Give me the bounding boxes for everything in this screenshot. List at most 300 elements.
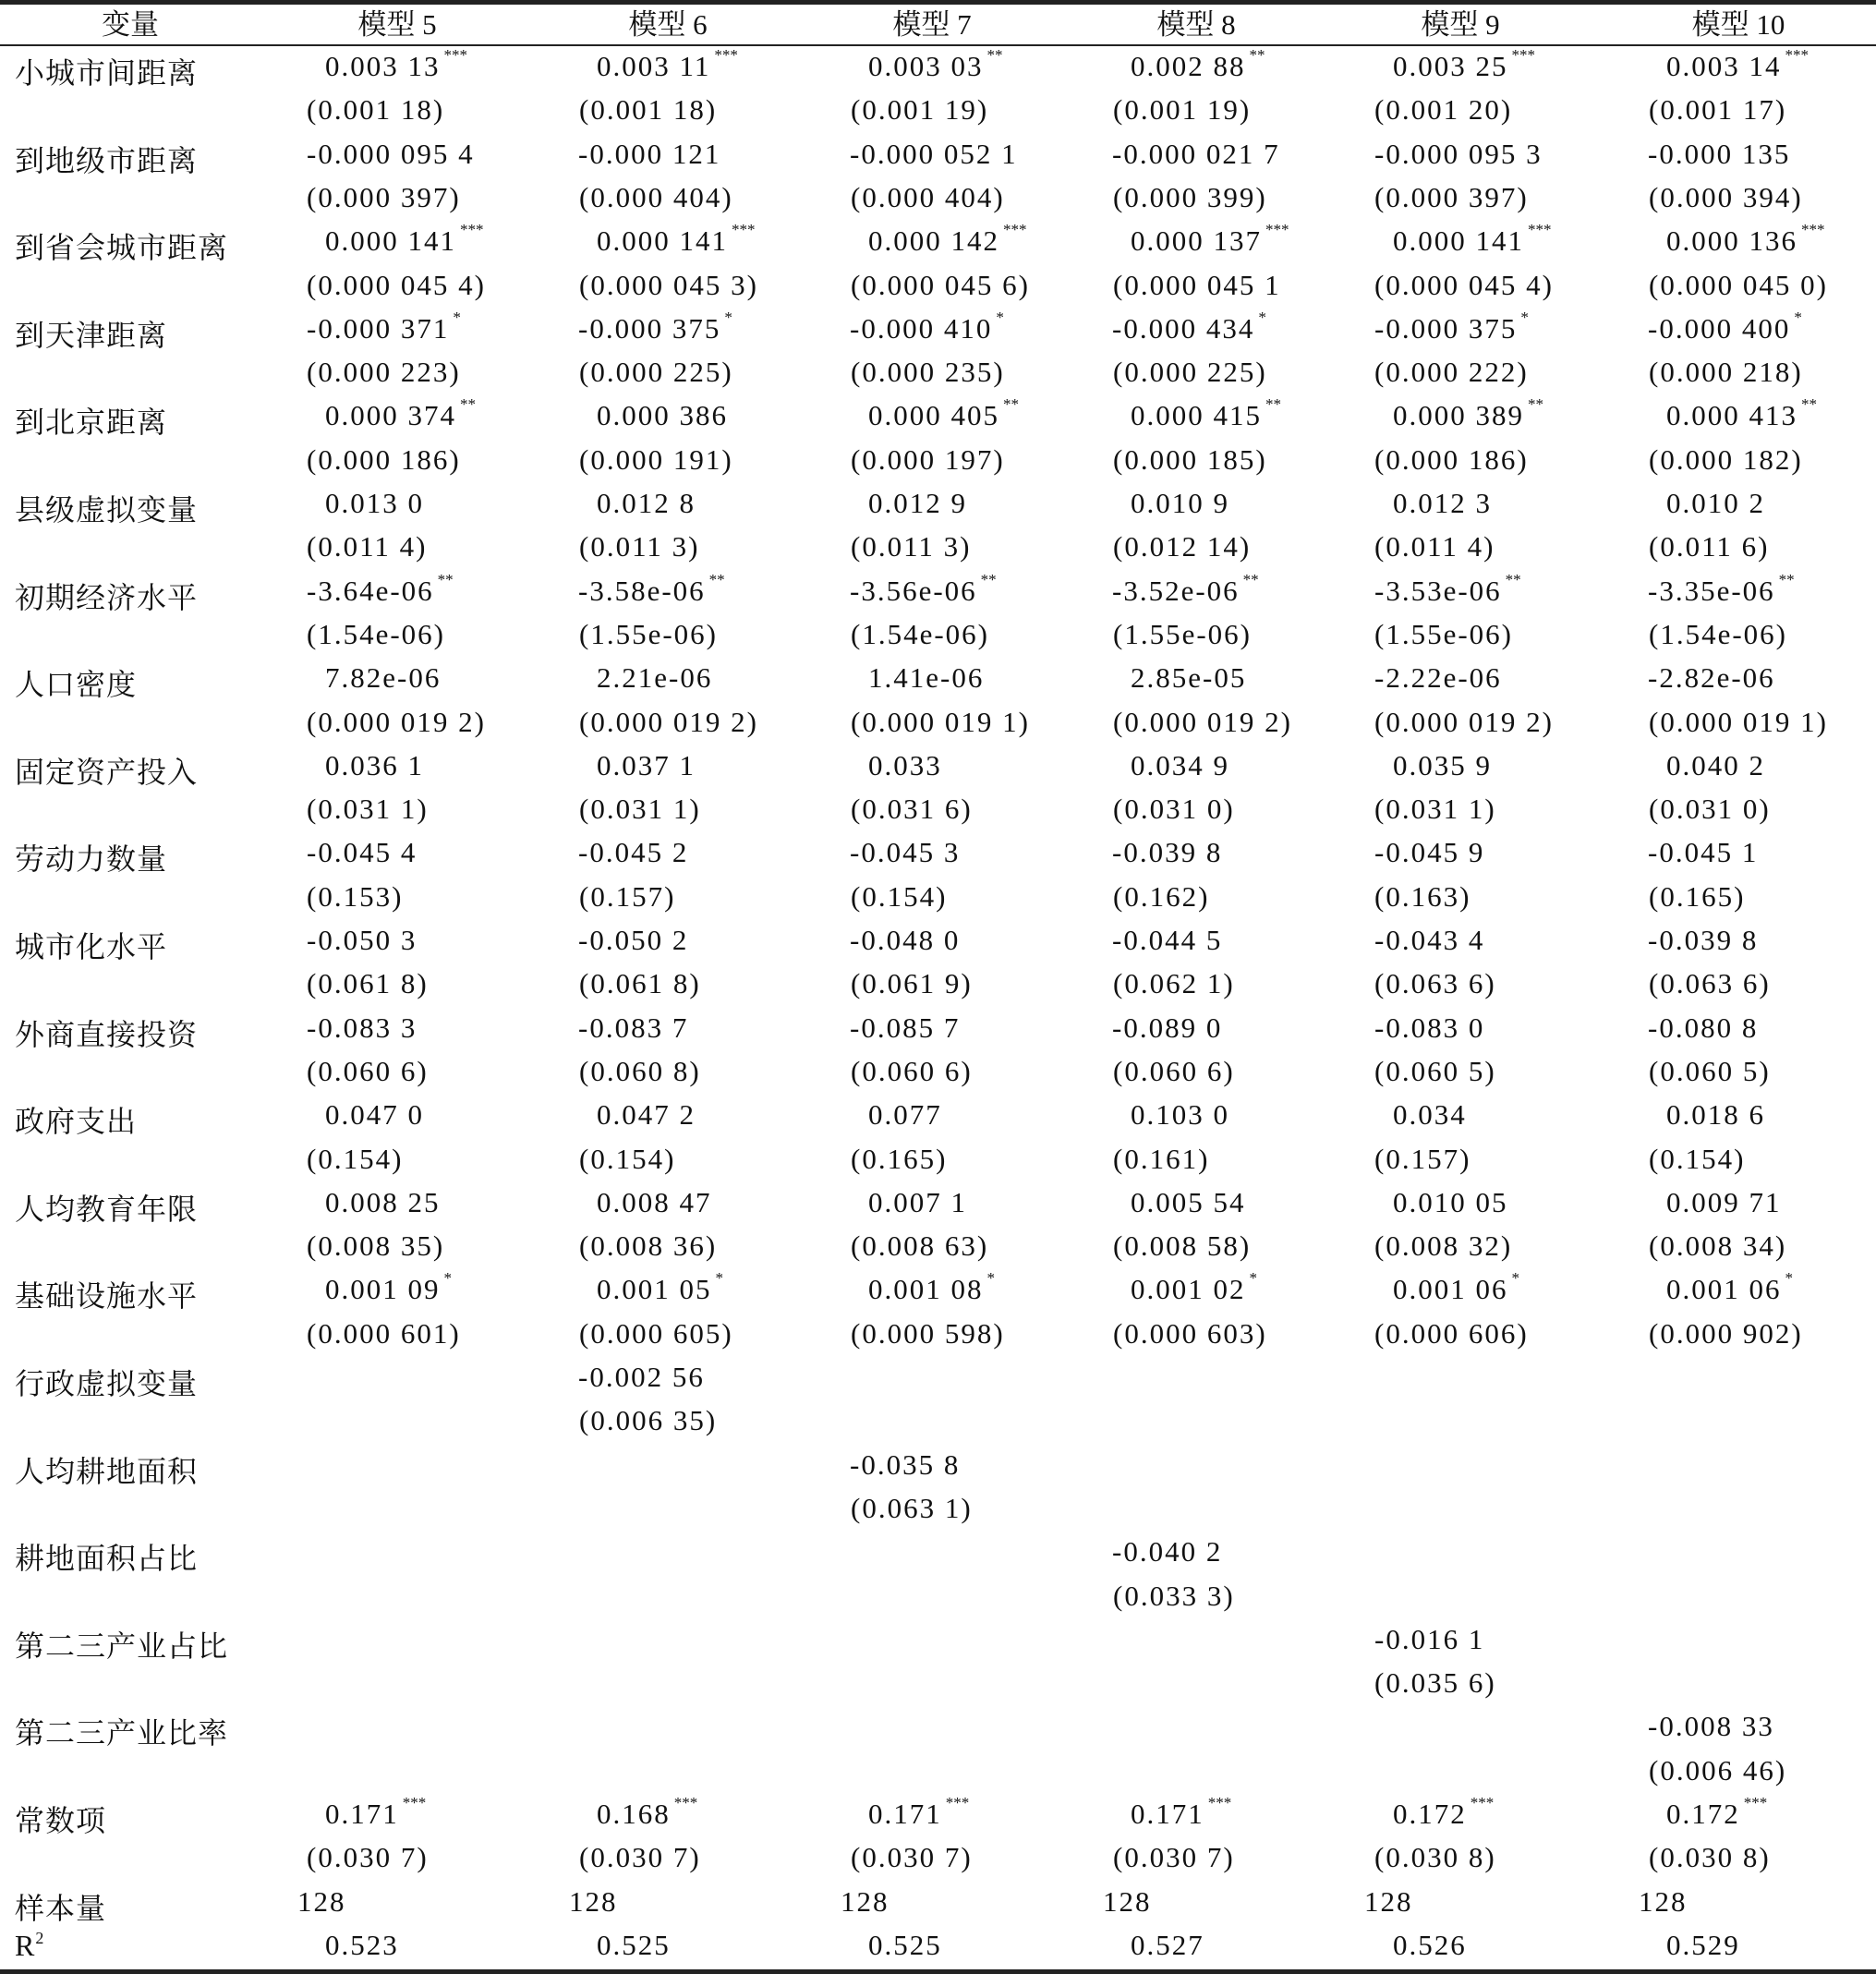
- coefficient-cell: [850, 308, 1004, 345]
- standard-error-cell: (0.001 17): [1649, 93, 1787, 127]
- coefficient-value: -0.050 3: [307, 924, 418, 956]
- coefficient-cell: [325, 46, 467, 83]
- coefficient-value: 0.000 386: [597, 399, 728, 432]
- coefficient-cell: [1393, 487, 1495, 520]
- coefficient-cell: [850, 1448, 963, 1482]
- coefficient-cell: [850, 924, 963, 957]
- coefficient-cell: [1648, 1011, 1761, 1045]
- standard-error-cell: (0.062 1): [1113, 967, 1235, 1000]
- sample-size-value: 128: [297, 1884, 346, 1918]
- coefficient-cell: [1393, 1098, 1471, 1132]
- coefficient-value: 0.009 71: [1666, 1185, 1782, 1218]
- row-label: 人口密度: [15, 668, 138, 702]
- coefficient-value: 2.21e-06: [597, 661, 713, 695]
- significance-stars: **: [460, 395, 476, 414]
- row-label: 到天津距离: [15, 318, 168, 352]
- coefficient-cell: [325, 1794, 427, 1831]
- coefficient-value: -0.000 121: [578, 137, 721, 170]
- row-label: 政府支出: [15, 1105, 138, 1139]
- r-squared-label-base: R: [15, 1928, 36, 1962]
- coefficient-cell: [868, 661, 987, 695]
- coefficient-cell: [1112, 836, 1226, 869]
- coefficient-cell: [325, 1448, 329, 1482]
- coefficient-value: 2.85e-05: [1131, 661, 1247, 695]
- standard-error-cell: (0.000 598): [851, 1316, 1005, 1350]
- standard-error-cell: (0.030 8): [1374, 1841, 1496, 1874]
- coefficient-cell: [1393, 1535, 1397, 1568]
- row-label: 人均耕地面积: [15, 1454, 199, 1488]
- coefficient-value: -0.000 135: [1648, 137, 1791, 170]
- coefficient-cell: [325, 749, 428, 782]
- standard-error-cell: (0.162): [1113, 879, 1210, 913]
- coefficient-cell: [1648, 1710, 1778, 1743]
- standard-error-cell: (0.000 601): [307, 1316, 461, 1350]
- significance-stars: ***: [1743, 1794, 1768, 1811]
- coefficient-cell: [597, 487, 699, 520]
- standard-error-cell: (0.008 35): [307, 1229, 445, 1263]
- significance-stars: *: [1520, 308, 1529, 326]
- significance-stars: ***: [1785, 46, 1809, 64]
- coefficient-cell: [1393, 1361, 1397, 1394]
- coefficient-cell: [1666, 1794, 1768, 1831]
- row-label: 到省会城市距离: [15, 231, 229, 265]
- coefficient-cell: [307, 1011, 420, 1045]
- header-model-10: 模型 10: [1691, 8, 1785, 41]
- standard-error-cell: (0.008 36): [579, 1229, 718, 1263]
- standard-error-cell: (0.000 019 2): [1374, 705, 1554, 738]
- coefficient-cell: [1648, 308, 1802, 345]
- standard-error-cell: (0.154): [307, 1142, 404, 1175]
- coefficient-cell: [850, 138, 1022, 171]
- coefficient-value: 0.000 141: [1393, 224, 1524, 258]
- standard-error-cell: (0.000 191): [579, 442, 733, 476]
- significance-stars: ***: [732, 221, 756, 239]
- coefficient-value: 0.000 136: [1666, 224, 1797, 258]
- coefficient-value: 0.103 0: [1131, 1098, 1229, 1132]
- standard-error-cell: (0.000 902): [1649, 1316, 1803, 1350]
- coefficient-cell: [307, 924, 420, 957]
- standard-error-cell: (1.54e-06): [851, 617, 989, 650]
- significance-stars: *: [996, 308, 1004, 326]
- significance-stars: **: [1778, 570, 1795, 588]
- significance-stars: ***: [460, 221, 484, 239]
- standard-error-cell: (0.061 8): [579, 967, 701, 1000]
- coefficient-value: -0.045 3: [850, 836, 961, 869]
- significance-stars: *: [715, 1269, 723, 1288]
- significance-stars: *: [1511, 1269, 1519, 1288]
- coefficient-value: -3.64e-06: [307, 574, 434, 607]
- standard-error-cell: (0.031 1): [307, 793, 429, 826]
- coefficient-cell: [1112, 1535, 1226, 1568]
- coefficient-cell: [1666, 1361, 1670, 1394]
- r-squared-value: 0.523: [325, 1928, 399, 1961]
- r-squared-value: 0.525: [868, 1928, 942, 1961]
- standard-error-cell: (0.000 182): [1649, 442, 1803, 476]
- coefficient-cell: [1666, 1269, 1793, 1306]
- standard-error-cell: (0.000 045 4): [1374, 268, 1554, 301]
- coefficient-cell: [850, 1011, 963, 1045]
- coefficient-cell: [1131, 1623, 1134, 1656]
- row-label: 劳动力数量: [15, 842, 168, 877]
- coefficient-cell: [1131, 395, 1281, 432]
- coefficient-value: -0.008 33: [1648, 1710, 1774, 1743]
- coefficient-value: 0.000 415: [1131, 399, 1262, 432]
- coefficient-cell: [1393, 46, 1535, 83]
- coefficient-cell: [1666, 487, 1769, 520]
- r-squared-value: 0.529: [1666, 1928, 1740, 1961]
- coefficient-cell: [1666, 1448, 1670, 1482]
- coefficient-cell: [597, 1448, 600, 1482]
- standard-error-cell: (0.030 7): [307, 1841, 429, 1874]
- row-label: 到北京距离: [15, 406, 168, 440]
- standard-error-cell: (0.000 404): [851, 180, 1005, 213]
- coefficient-value: -0.000 095 4: [307, 137, 475, 170]
- coefficient-cell: [1131, 1098, 1233, 1132]
- significance-stars: *: [1258, 308, 1266, 326]
- coefficient-cell: [850, 570, 997, 608]
- coefficient-value: -0.000 434: [1112, 311, 1255, 345]
- coefficient-cell: [578, 1011, 692, 1045]
- significance-stars: ***: [1207, 1794, 1232, 1811]
- significance-stars: *: [443, 1269, 452, 1288]
- standard-error-cell: (0.000 397): [1374, 180, 1529, 213]
- coefficient-value: -0.083 0: [1374, 1011, 1485, 1044]
- significance-stars: *: [986, 1269, 995, 1288]
- standard-error-cell: (0.008 34): [1649, 1229, 1787, 1263]
- row-label: 人均教育年限: [15, 1192, 199, 1226]
- significance-stars: **: [1242, 570, 1259, 588]
- coefficient-cell: [868, 1361, 872, 1394]
- row-label: 到地级市距离: [15, 143, 199, 177]
- coefficient-cell: [1666, 1623, 1670, 1656]
- table-bottom-rule: [0, 1969, 1876, 1974]
- coefficient-cell: [868, 395, 1019, 432]
- coefficient-value: 0.000 141: [325, 224, 456, 258]
- standard-error-cell: (0.000 045 6): [851, 268, 1030, 301]
- header-variable: 变量: [102, 8, 159, 41]
- standard-error-cell: (0.000 223): [307, 356, 461, 389]
- coefficient-cell: [868, 1623, 872, 1656]
- standard-error-cell: (0.000 225): [1113, 356, 1267, 389]
- coefficient-cell: [850, 836, 963, 869]
- coefficient-value: 0.040 2: [1666, 748, 1765, 781]
- coefficient-value: 0.003 25: [1393, 50, 1508, 82]
- coefficient-cell: [1374, 661, 1506, 695]
- coefficient-value: 0.012 9: [868, 487, 967, 519]
- coefficient-value: -0.045 9: [1374, 836, 1485, 869]
- standard-error-cell: (0.001 19): [1113, 93, 1252, 127]
- standard-error-cell: (0.000 045 1: [1113, 268, 1281, 301]
- coefficient-value: 0.172: [1666, 1798, 1740, 1830]
- coefficient-value: -0.000 400: [1648, 311, 1791, 345]
- coefficient-value: 0.008 25: [325, 1185, 441, 1218]
- coefficient-value: 0.033: [868, 748, 942, 781]
- sample-size-value: 128: [569, 1884, 618, 1918]
- coefficient-value: 0.001 02: [1131, 1273, 1246, 1306]
- row-label: 城市化水平: [15, 930, 168, 963]
- standard-error-cell: (0.000 605): [579, 1316, 733, 1350]
- coefficient-cell: [325, 661, 444, 695]
- coefficient-cell: [1374, 924, 1488, 957]
- coefficient-cell: [868, 749, 946, 782]
- standard-error-cell: (0.012 14): [1113, 530, 1252, 563]
- significance-stars: ***: [673, 1794, 698, 1811]
- coefficient-cell: [1374, 570, 1521, 608]
- coefficient-value: -0.000 375: [578, 311, 721, 345]
- coefficient-cell: [1393, 395, 1543, 432]
- coefficient-value: 0.018 6: [1666, 1098, 1765, 1132]
- significance-stars: *: [1794, 308, 1802, 326]
- row-label: 外商直接投资: [15, 1017, 199, 1051]
- coefficient-cell: [1374, 1011, 1488, 1045]
- coefficient-cell: [597, 1269, 723, 1306]
- coefficient-value: 0.003 13: [325, 50, 441, 82]
- coefficient-cell: [597, 1794, 698, 1831]
- coefficient-cell: [325, 487, 428, 520]
- r-squared-value: 0.526: [1393, 1928, 1467, 1961]
- significance-stars: **: [1249, 46, 1265, 64]
- standard-error-cell: (0.060 6): [851, 1054, 973, 1087]
- coefficient-value: 0.000 141: [597, 224, 728, 258]
- significance-stars: **: [1265, 395, 1281, 414]
- standard-error-cell: (0.000 186): [307, 442, 461, 476]
- coefficient-value: 0.047 0: [325, 1098, 424, 1132]
- coefficient-cell: [325, 1186, 444, 1219]
- standard-error-cell: (0.000 235): [851, 356, 1005, 389]
- coefficient-value: -3.35e-06: [1648, 574, 1775, 607]
- coefficient-cell: [868, 1098, 946, 1132]
- coefficient-cell: [578, 308, 732, 345]
- coefficient-value: 0.012 8: [597, 487, 696, 519]
- coefficient-cell: [868, 1186, 971, 1219]
- coefficient-cell: [325, 1623, 329, 1656]
- standard-error-cell: (0.000 019 1): [1649, 705, 1828, 738]
- coefficient-cell: [325, 1361, 329, 1394]
- coefficient-value: -0.050 2: [578, 924, 689, 956]
- significance-stars: *: [1249, 1269, 1257, 1288]
- coefficient-cell: [1648, 570, 1795, 608]
- coefficient-value: 0.171: [868, 1798, 942, 1830]
- coefficient-value: -0.000 410: [850, 311, 993, 345]
- coefficient-cell: [1374, 836, 1488, 869]
- coefficient-value: 0.171: [1131, 1798, 1204, 1830]
- coefficient-value: 0.037 1: [597, 748, 696, 781]
- coefficient-value: -0.000 375: [1374, 311, 1518, 345]
- standard-error-cell: (0.154): [851, 879, 948, 913]
- coefficient-value: 0.168: [597, 1798, 671, 1830]
- coefficient-cell: [868, 1710, 872, 1743]
- coefficient-value: 0.010 05: [1393, 1185, 1508, 1218]
- standard-error-cell: (0.001 20): [1374, 93, 1513, 127]
- coefficient-value: 0.000 137: [1131, 224, 1262, 258]
- coefficient-cell: [325, 1098, 428, 1132]
- coefficient-cell: [1112, 570, 1259, 608]
- standard-error-cell: (1.54e-06): [1649, 617, 1787, 650]
- coefficient-value: 0.012 3: [1393, 487, 1492, 519]
- sample-size-value: 128: [1639, 1884, 1688, 1918]
- standard-error-cell: (0.031 1): [1374, 793, 1496, 826]
- coefficient-cell: [578, 138, 724, 171]
- coefficient-cell: [1648, 661, 1779, 695]
- significance-stars: **: [1003, 395, 1019, 414]
- standard-error-cell: (0.154): [1649, 1142, 1746, 1175]
- sample-size-value: 128: [1364, 1884, 1413, 1918]
- coefficient-cell: [868, 1794, 970, 1831]
- coefficient-cell: [868, 1535, 872, 1568]
- standard-error-cell: (0.157): [1374, 1142, 1471, 1175]
- significance-stars: ***: [945, 1794, 970, 1811]
- coefficient-value: -0.039 8: [1648, 924, 1759, 956]
- significance-stars: ***: [1511, 46, 1535, 64]
- standard-error-cell: (0.063 6): [1374, 967, 1496, 1000]
- coefficient-value: -0.039 8: [1112, 836, 1223, 869]
- coefficient-cell: [868, 1269, 995, 1306]
- coefficient-cell: [1648, 924, 1761, 957]
- standard-error-cell: (0.000 397): [307, 180, 461, 213]
- coefficient-cell: [1648, 138, 1794, 171]
- coefficient-cell: [1666, 46, 1809, 83]
- coefficient-cell: [1374, 1623, 1488, 1656]
- significance-stars: ***: [1003, 221, 1027, 239]
- coefficient-cell: [597, 399, 732, 432]
- table-top-rule: [0, 0, 1876, 5]
- coefficient-cell: [597, 46, 738, 83]
- coefficient-cell: [597, 1710, 600, 1743]
- header-model-6: 模型 6: [628, 8, 708, 41]
- coefficient-value: 0.007 1: [868, 1185, 967, 1218]
- coefficient-cell: [1131, 221, 1289, 258]
- standard-error-cell: (0.031 0): [1113, 793, 1235, 826]
- standard-error-cell: (1.55e-06): [1113, 617, 1252, 650]
- coefficient-value: -3.56e-06: [850, 574, 977, 607]
- significance-stars: ***: [402, 1794, 427, 1811]
- coefficient-cell: [1666, 395, 1817, 432]
- standard-error-cell: (0.033 3): [1113, 1579, 1235, 1612]
- coefficient-value: 0.000 389: [1393, 399, 1524, 432]
- coefficient-cell: [1666, 221, 1825, 258]
- coefficient-cell: [578, 836, 692, 869]
- coefficient-value: -0.044 5: [1112, 924, 1223, 956]
- coefficient-value: -2.82e-06: [1648, 661, 1775, 695]
- coefficient-value: -0.000 371: [307, 311, 450, 345]
- standard-error-cell: (0.154): [579, 1142, 676, 1175]
- standard-error-cell: (1.54e-06): [307, 617, 445, 650]
- standard-error-cell: (0.011 4): [307, 530, 428, 563]
- standard-error-cell: (0.008 58): [1113, 1229, 1252, 1263]
- standard-error-cell: (0.000 019 2): [307, 705, 486, 738]
- header-model-9: 模型 9: [1421, 8, 1500, 41]
- standard-error-cell: (0.001 18): [307, 93, 445, 127]
- significance-stars: *: [1785, 1269, 1793, 1288]
- standard-error-cell: (0.000 222): [1374, 356, 1529, 389]
- coefficient-cell: [1393, 221, 1552, 258]
- standard-error-cell: (0.030 7): [851, 1841, 973, 1874]
- coefficient-value: -0.045 4: [307, 836, 418, 869]
- standard-error-cell: (0.000 218): [1649, 356, 1803, 389]
- coefficient-cell: [597, 221, 756, 258]
- standard-error-cell: (0.030 7): [579, 1841, 701, 1874]
- coefficient-cell: [1131, 749, 1233, 782]
- coefficient-value: 0.003 14: [1666, 50, 1782, 82]
- significance-stars: *: [453, 308, 461, 326]
- coefficient-value: 0.034 9: [1131, 748, 1229, 781]
- significance-stars: **: [1801, 395, 1817, 414]
- sample-size-value: 128: [1103, 1884, 1152, 1918]
- r-squared-exponent: 2: [35, 1928, 45, 1947]
- standard-error-cell: (0.153): [307, 879, 404, 913]
- r-squared-label: [15, 1929, 44, 1963]
- standard-error-cell: (0.063 1): [851, 1491, 973, 1524]
- coefficient-value: 0.001 06: [1393, 1273, 1508, 1306]
- standard-error-cell: (0.000 404): [579, 180, 733, 213]
- coefficient-cell: [1131, 1186, 1250, 1219]
- standard-error-cell: (0.000 019 2): [1113, 705, 1292, 738]
- standard-error-cell: (1.55e-06): [1374, 617, 1513, 650]
- coefficient-cell: [597, 1186, 716, 1219]
- standard-error-cell: (0.060 6): [1113, 1054, 1235, 1087]
- coefficient-cell: [307, 308, 461, 345]
- significance-stars: ***: [1470, 1794, 1495, 1811]
- coefficient-cell: [1666, 1186, 1785, 1219]
- coefficient-value: -0.085 7: [850, 1011, 961, 1044]
- significance-stars: **: [980, 570, 997, 588]
- coefficient-cell: [1131, 1794, 1232, 1831]
- standard-error-cell: (0.060 5): [1374, 1054, 1496, 1087]
- sample-size-value: 128: [841, 1884, 890, 1918]
- coefficient-value: 0.047 2: [597, 1098, 696, 1132]
- standard-error-cell: (0.000 225): [579, 356, 733, 389]
- row-label: 县级虚拟变量: [15, 493, 199, 527]
- standard-error-cell: (0.011 6): [1649, 530, 1770, 563]
- coefficient-value: 0.001 09: [325, 1273, 441, 1306]
- coefficient-cell: [325, 1535, 329, 1568]
- row-label: 小城市间距离: [15, 56, 199, 90]
- standard-error-cell: (0.000 399): [1113, 180, 1267, 213]
- standard-error-cell: (0.000 186): [1374, 442, 1529, 476]
- significance-stars: ***: [1265, 221, 1289, 239]
- coefficient-cell: [578, 1361, 708, 1394]
- coefficient-cell: [1112, 138, 1284, 171]
- coefficient-cell: [325, 221, 484, 258]
- coefficient-cell: [597, 749, 699, 782]
- significance-stars: **: [1505, 570, 1521, 588]
- significance-stars: **: [437, 570, 454, 588]
- coefficient-value: -0.048 0: [850, 924, 961, 956]
- significance-stars: ***: [714, 46, 738, 64]
- standard-error-cell: (0.006 35): [579, 1404, 718, 1437]
- coefficient-cell: [307, 836, 420, 869]
- coefficient-value: -0.000 095 3: [1374, 137, 1543, 170]
- coefficient-cell: [1393, 1448, 1397, 1482]
- coefficient-value: -0.045 1: [1648, 836, 1759, 869]
- standard-error-cell: (0.000 603): [1113, 1316, 1267, 1350]
- row-label: 固定资产投入: [15, 755, 199, 789]
- coefficient-cell: [1393, 1710, 1397, 1743]
- coefficient-value: 0.000 405: [868, 399, 999, 432]
- coefficient-value: 0.013 0: [325, 487, 424, 519]
- coefficient-value: 0.008 47: [597, 1185, 712, 1218]
- standard-error-cell: (0.165): [1649, 879, 1746, 913]
- coefficient-value: -3.53e-06: [1374, 574, 1502, 607]
- coefficient-value: 7.82e-06: [325, 661, 442, 695]
- header-model-5: 模型 5: [357, 8, 437, 41]
- row-label: 基础设施水平: [15, 1279, 199, 1314]
- standard-error-cell: (0.063 6): [1649, 967, 1771, 1000]
- coefficient-value: -0.016 1: [1374, 1622, 1485, 1655]
- row-label: 耕地面积占比: [15, 1542, 199, 1576]
- sample-size-label: 样本量: [15, 1891, 107, 1925]
- coefficient-value: -0.043 4: [1374, 924, 1485, 956]
